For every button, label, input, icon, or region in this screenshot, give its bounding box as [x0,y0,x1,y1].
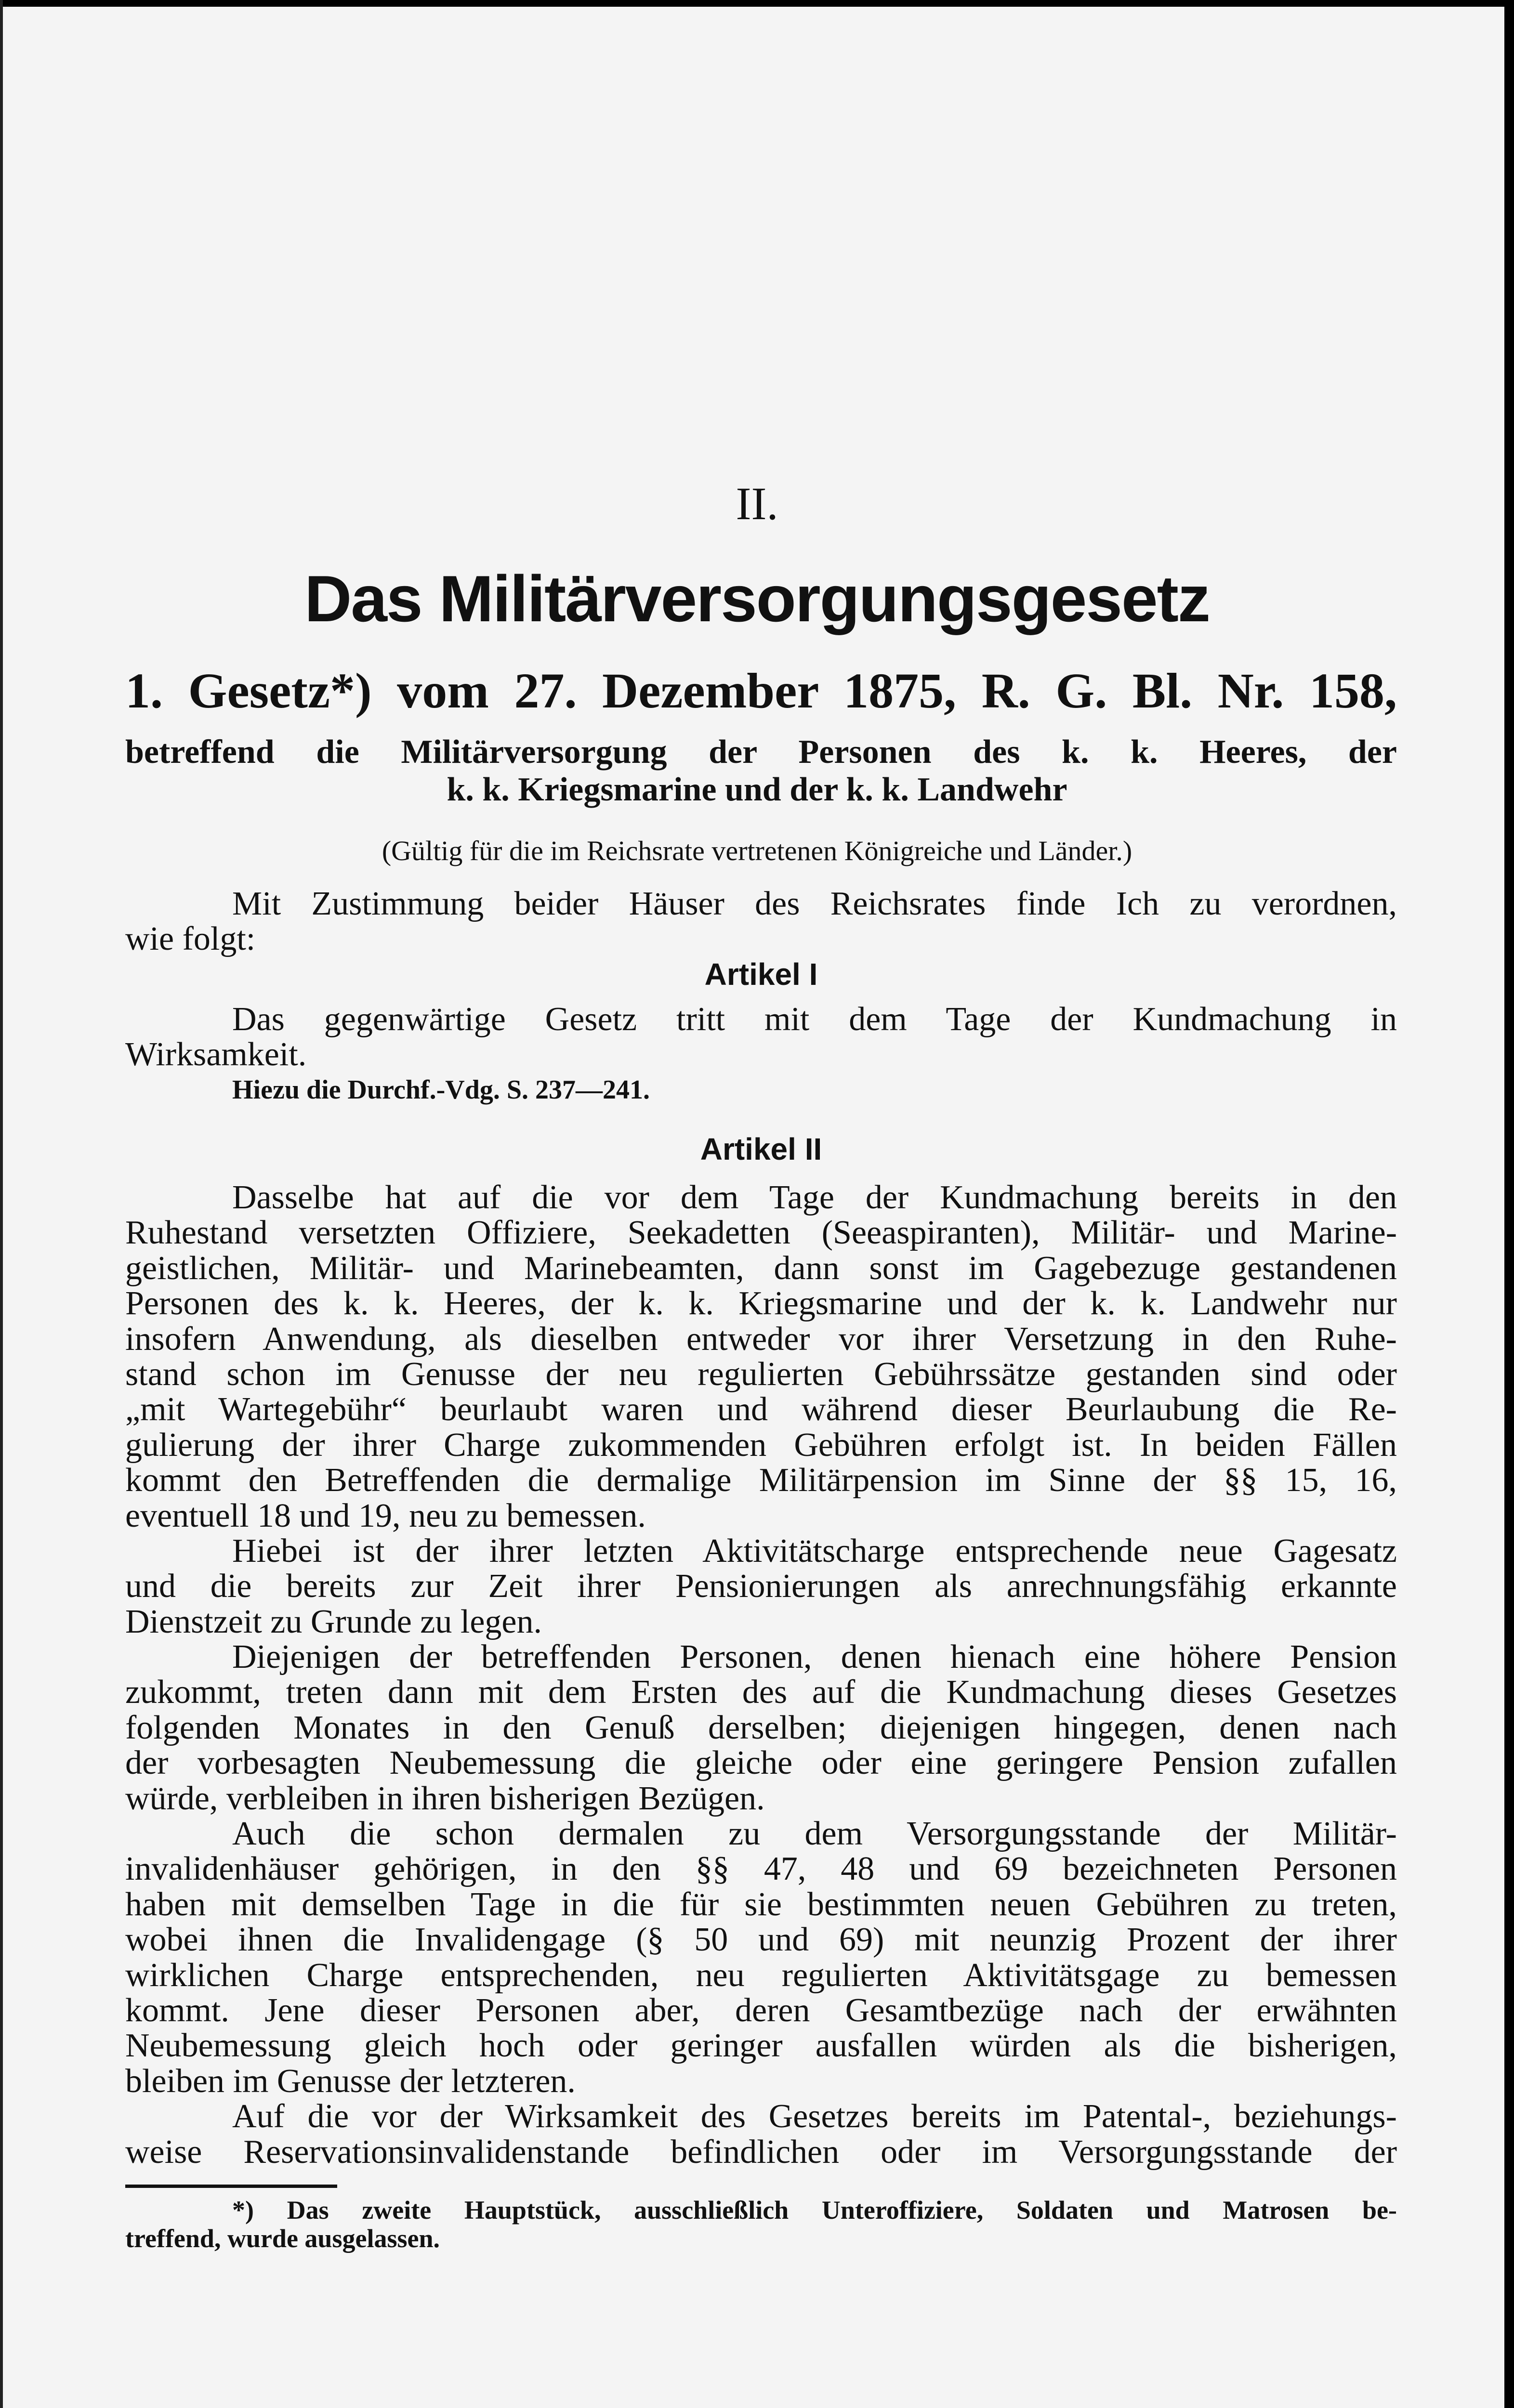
artikel-1-body [125,1002,1397,1108]
body-line: Dienstzeit zu Grunde zu legen. [125,1603,542,1640]
body-line: Auch die schon dermalen zu dem Versorgungsstande der Militär- [232,1815,1397,1853]
body-line: und die bereits zur Zeit ihrer Pensionierungen als anrechnungsfähig erkannte [125,1568,1397,1605]
page-title: Das Militärversorgungsgesetz [304,562,1210,635]
body-line: geistlichen, Militär- und Marinebeamten, dann sonst im Gagebezuge gestandenen [125,1249,1397,1287]
body-line: Das gegenwärtige Gesetz tritt mit dem Tage der Kundmachung in [232,1001,1397,1038]
body-line: der vorbesagten Neubemessung die gleiche oder eine geringere Pension zufallen [125,1744,1397,1782]
subtitle-line-1: betreffend die Militärversorgung der Personen des k. k. Heeres, der [125,733,1397,771]
artikel-1-heading: Artikel I [704,956,818,992]
body-line: eventuell 18 und 19, neu zu bemessen. [125,1497,646,1534]
body-line: Personen des k. k. Heeres, der k. k. Kriegsmarine und der k. k. Landwehr nur [125,1285,1397,1322]
body-line: bleiben im Genusse der letzteren. [125,2062,576,2100]
body-line: kommt den Betreffenden die dermalige Militärpension im Sinne der §§ 15, 16, [125,1462,1397,1499]
body-line: Diejenigen der betreffenden Personen, denen hienach eine höhere Pension [232,1638,1397,1676]
body-line: weise Reservationsinvalidenstande befindlichen oder im Versorgungsstande der [125,2133,1397,2171]
body-line: invalidenhäuser gehörigen, in den §§ 47, 48 und 69 bezeichneten Personen [125,1850,1397,1888]
artikel-2-body [125,1180,1397,2170]
footnote-line: treffend, wurde ausgelassen. [125,2224,440,2253]
footnote [125,2196,1397,2253]
body-line: insofern Anwendung, als dieselben entweder vor ihrer Versetzung in den Ruhe- [125,1320,1397,1358]
artikel-2-heading: Artikel II [700,1132,822,1166]
implementation-note: Hiezu die Durchf.-Vdg. S. 237—241. [232,1074,650,1105]
body-line: Hiebei ist der ihrer letzten Aktivitätscharge entsprechende neue Gagesatz [232,1532,1397,1570]
law-reference: 1. Gesetz*) vom 27. Dezember 1875, R. G. Bl. Nr. 158, [125,663,1397,719]
body-line: gulierung der ihrer Charge zukommenden Gebühren erfolgt ist. In beiden Fällen [125,1426,1397,1464]
body-line: „mit Wartegebühr“ beurlaubt waren und während dieser Beurlaubung die Re- [125,1391,1397,1428]
footnote-divider [125,2185,337,2188]
scan-edge-left [0,0,3,2408]
body-line: Auf die vor der Wirksamkeit des Gesetzes bereits im Patental-, beziehungs- [232,2098,1397,2135]
body-line: Wirksamkeit. [125,1036,307,1073]
body-line: haben mit demselben Tage in die für sie bestimmten neuen Gebühren zu treten, [125,1885,1397,1923]
body-line: stand schon im Genusse der neu regulierten Gebührssätze gestanden sind oder [125,1355,1397,1393]
body-line: Ruhestand versetzten Offiziere, Seekadetten (Seeaspiranten), Militär- und Marine- [125,1214,1397,1252]
footnote-line: *) Das zweite Hauptstück, ausschließlich Unteroffiziere, Soldaten und Matrosen be- [232,2196,1397,2225]
body-line: folgenden Monates in den Genuß derselben; diejenigen hingegen, denen nach [125,1709,1397,1746]
body-line: kommt. Jene dieser Personen aber, deren Gesamtbezüge nach der erwähnten [125,1991,1397,2029]
body-line: wirklichen Charge entsprechenden, neu regulierten Aktivitätsgage zu bemessen [125,1956,1397,1994]
subtitle-line-2: k. k. Kriegsmarine und der k. k. Landwehr [447,771,1067,808]
body-line: zukommt, treten dann mit dem Ersten des auf die Kundmachung dieses Gesetzes [125,1674,1397,1711]
scan-edge-top [0,0,1514,7]
body-line: würde, verbleiben in ihren bisherigen Bezügen. [125,1780,765,1817]
intro-line: wie folgt: [125,920,256,958]
intro-section [125,886,1397,992]
body-line: Neubemessung gleich hoch oder geringer ausfallen würden als die bisherigen, [125,2027,1397,2065]
intro-line: Mit Zustimmung beider Häuser des Reichsrates finde Ich zu verordnen, [232,885,1397,922]
artikel-2-heading-wrap [125,1132,1397,1167]
scan-edge-right [1504,0,1514,2408]
chapter-number: II. [736,478,778,529]
body-line: Dasselbe hat auf die vor dem Tage der Kundmachung bereits in den [232,1179,1397,1216]
validity-note: (Gültig für die im Reichsrate vertretenen Königreiche und Länder.) [382,835,1132,866]
body-line: wobei ihnen die Invalidengage (§ 50 und 69) mit neunzig Prozent der ihrer [125,1921,1397,1959]
